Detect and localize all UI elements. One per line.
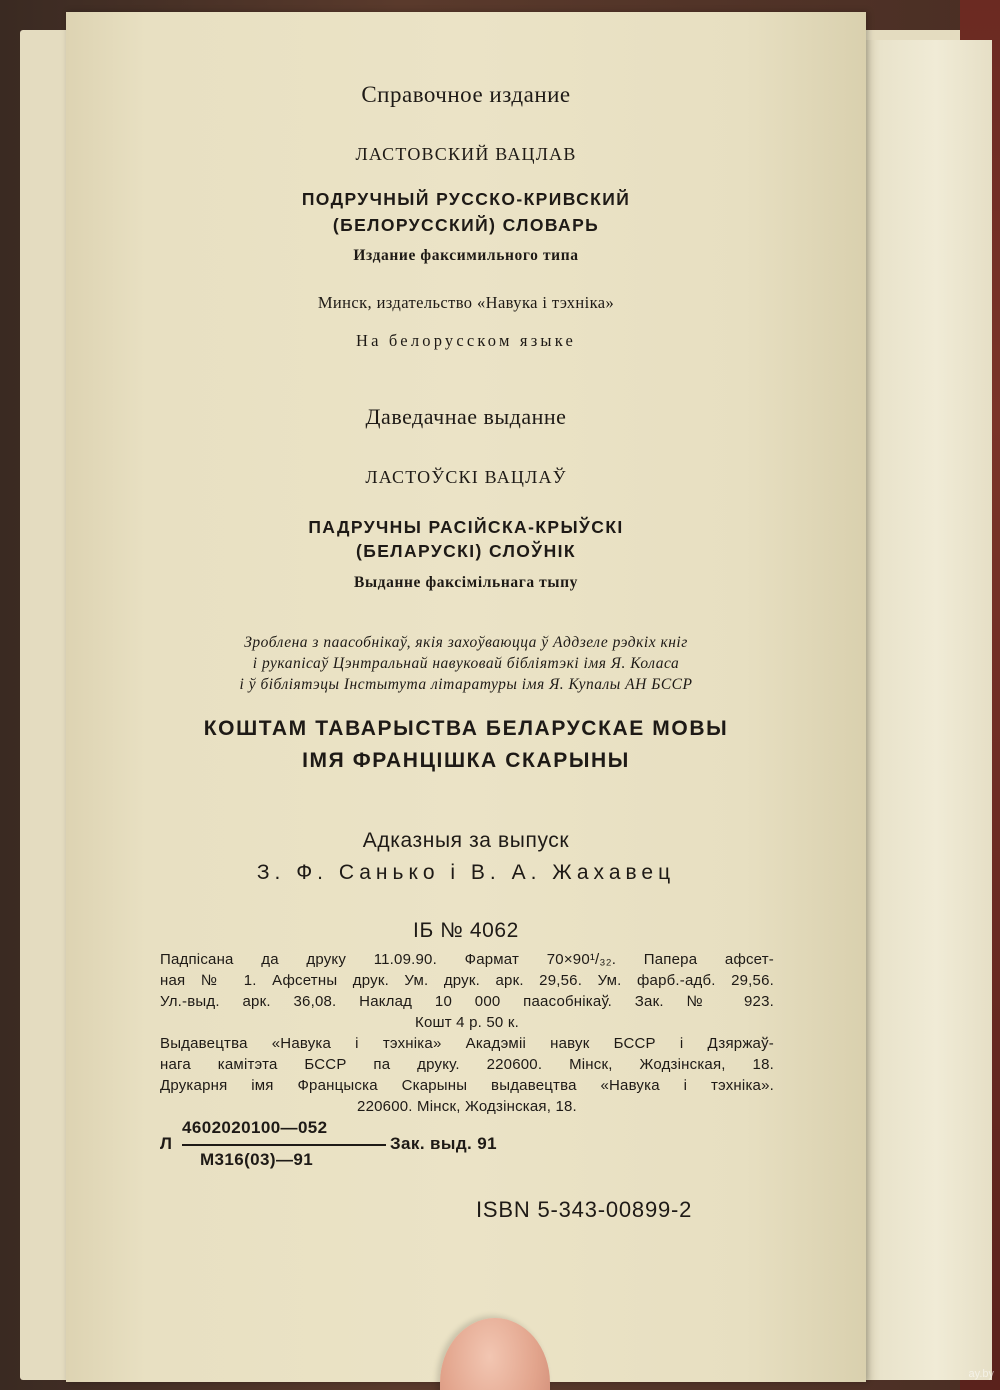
be-subtitle: Выданне факсімільнага тыпу (354, 574, 578, 591)
imprint-line: Падпісана да друку 11.09.90. Фармат 70×90¹/₃₂. Папера афсет- (160, 951, 774, 968)
imprint-line: 220600. Мінск, Жодзінская, 18. (357, 1098, 577, 1115)
be-title-line1: ПАДРУЧНЫ РАСІЙСКА-КРЫЎСКІ (308, 517, 624, 537)
sponsor-line1: КОШТАМ ТАВАРЫСТВА БЕЛАРУСКАЕ МОВЫ (203, 717, 729, 740)
ru-title-line2: (БЕЛОРУССКИЙ) СЛОВАРЬ (332, 215, 600, 235)
ru-author: ЛАСТОВСКИЙ ВАЦЛАВ (355, 144, 577, 164)
responsible-label: Адказныя за выпуск (362, 829, 570, 852)
source-note-line: Зроблена з паасобнікаў, якія захоўваюцца ў Аддзеле рэдкіх кніг (244, 634, 688, 651)
ru-subtitle: Издание факсимильного типа (353, 247, 579, 264)
ru-language: На белорусском языке (355, 331, 577, 350)
imprint-line: Ул.-выд. арк. 36,08. Наклад 10 000 паасобнікаў. Зак. № 923. (160, 993, 774, 1010)
responsible-names: З. Ф. Санько і В. А. Жахавец (256, 861, 676, 884)
be-author: ЛАСТОЎСКІ ВАЦЛАЎ (365, 467, 567, 487)
imprint-line: ная № 1. Афсетны друк. Ум. друк. арк. 29,56. Ум. фарб.-адб. 29,56. (160, 972, 774, 989)
imprint-line: Кошт 4 р. 50 к. (415, 1014, 519, 1031)
source-note (66, 632, 866, 695)
sponsor-line2: ІМЯ ФРАНЦІШКА СКАРЫНЫ (302, 749, 630, 772)
catalog-fraction-rule (182, 1144, 386, 1146)
imprint-block (160, 949, 774, 1117)
ib-number: ІБ № 4062 (413, 919, 519, 942)
ru-edition-type: Справочное издание (361, 82, 571, 107)
be-edition-type: Даведачнае выданне (365, 404, 567, 429)
ru-title-line1: ПОДРУЧНЫЙ РУССКО-КРИВСКИЙ (301, 189, 631, 209)
imprint-line: Друкарня імя Францыска Скарыны выдавецтва «Навука і тэхніка». (160, 1077, 774, 1094)
be-title-line2: (БЕЛАРУСКІ) СЛОЎНІК (356, 541, 576, 561)
watermark: ay.by (968, 1368, 994, 1380)
imprint-page (66, 12, 866, 1382)
imprint-line: нага камітэта БССР па друку. 220600. Мінск, Жодзінская, 18. (160, 1056, 774, 1073)
catalog-order: Зак. выд. 91 (390, 1134, 497, 1153)
facing-page (852, 40, 992, 1380)
catalog-letter: Л (160, 1134, 172, 1153)
source-note-line: і ў бібліятэцы Інстытута літаратуры імя Я. Купалы АН БССР (239, 676, 693, 693)
catalog-denominator: М316(03)—91 (200, 1150, 314, 1169)
ru-publisher: Минск, издательство «Навука і тэхніка» (317, 293, 615, 312)
catalog-numerator: 4602020100—052 (182, 1118, 328, 1137)
isbn: ISBN 5-343-00899-2 (476, 1197, 693, 1222)
imprint-line: Выдавецтва «Навука і тэхніка» Акадэміі навук БССР і Дзяржаў- (160, 1035, 774, 1052)
source-note-line: і рукапісаў Цэнтральнай навуковай бібліятэкі імя Я. Коласа (252, 655, 680, 672)
